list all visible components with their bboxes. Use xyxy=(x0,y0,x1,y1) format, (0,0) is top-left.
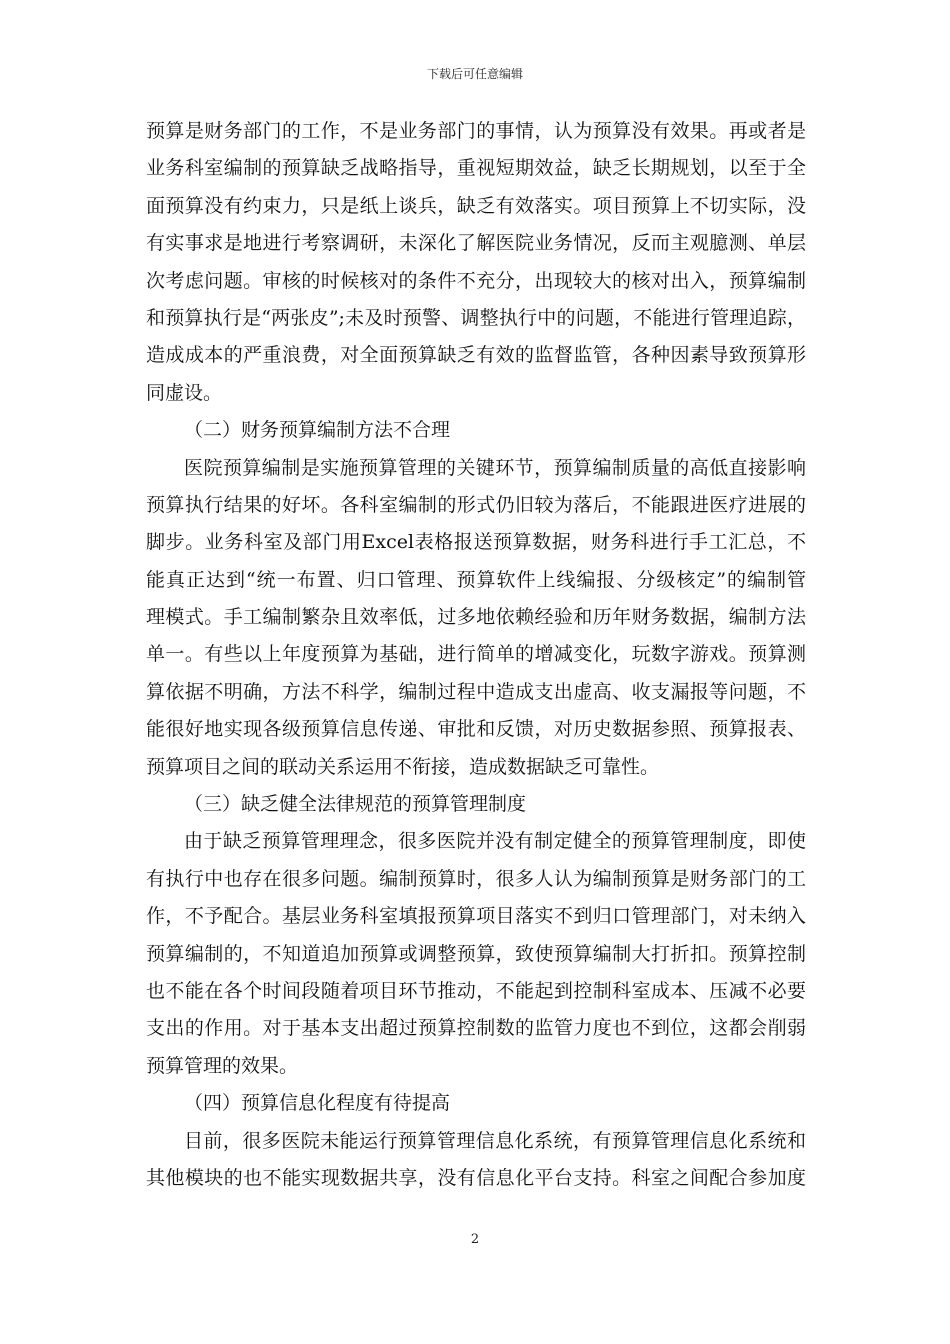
paragraph-line: 作，不予配合。基层业务科室填报预算项目落实不到归口管理部门，对未纳入 xyxy=(146,905,806,928)
paragraph-line: 有执行中也存在很多问题。编制预算时，很多人认为编制预算是财务部门的工 xyxy=(146,867,806,890)
paragraph-line: 由于缺乏预算管理理念，很多医院并没有制定健全的预算管理制度，即使 xyxy=(184,830,806,853)
paragraph-line: 次考虑问题。审核的时候核对的条件不充分，出现较大的核对出入，预算编制 xyxy=(146,269,806,292)
paragraph-line: 能很好地实现各级预算信息传递、审批和反馈，对历史数据参照、预算报表、 xyxy=(146,718,806,741)
section-heading: （四）预算信息化程度有待提高 xyxy=(184,1092,451,1115)
paragraph-line: 医院预算编制是实施预算管理的关键环节，预算编制质量的高低直接影响 xyxy=(184,456,806,479)
paragraph-line: 预算管理的效果。 xyxy=(146,1054,299,1077)
paragraph-line: 预算编制的，不知道追加预算或调整预算，致使预算编制大打折扣。预算控制 xyxy=(146,942,806,965)
paragraph-line: 业务科室编制的预算缺乏战略指导，重视短期效益，缺乏长期规划，以至于全 xyxy=(146,157,806,180)
paragraph-line: 能真正达到“统一布置、归口管理、预算软件上线编报、分级核定”的编制管 xyxy=(146,568,806,591)
section-heading: （三）缺乏健全法律规范的预算管理制度 xyxy=(184,793,527,816)
paragraph-line: 目前，很多医院未能运行预算管理信息化系统，有预算管理信息化系统和 xyxy=(184,1129,806,1152)
paragraph-line: 也不能在各个时间段随着项目环节推动，不能起到控制科室成本、压减不必要 xyxy=(146,979,806,1002)
paragraph-line: 同虚设。 xyxy=(146,381,223,404)
paragraph-line: 其他模块的也不能实现数据共享，没有信息化平台支持。科室之间配合参加度 xyxy=(146,1166,806,1189)
paragraph-line: 有实事求是地进行考察调研，未深化了解医院业务情况，反而主观臆测、单层 xyxy=(146,232,806,255)
paragraph-line: 预算是财务部门的工作，不是业务部门的事情，认为预算没有效果。再或者是 xyxy=(146,120,806,142)
section-heading: （二）财务预算编制方法不合理 xyxy=(184,419,451,442)
paragraph-line: 算依据不明确，方法不科学，编制过程中造成支出虚高、收支漏报等问题，不 xyxy=(146,680,806,703)
paragraph-line: 预算执行结果的好坏。各科室编制的形式仍旧较为落后，不能跟进医疗进展的 xyxy=(146,493,806,516)
paragraph-line: 造成成本的严重浪费，对全面预算缺乏有效的监督监管，各种因素导致预算形 xyxy=(146,344,806,367)
paragraph-line: 脚步。业务科室及部门用Excel表格报送预算数据，财务科进行手工汇总，不 xyxy=(146,531,806,554)
paragraph-line: 支出的作用。对于基本支出超过预算控制数的监管力度也不到位，这都会削弱 xyxy=(146,1017,806,1040)
paragraph-line: 和预算执行是“两张皮”;未及时预警、调整执行中的问题，不能进行管理追踪， xyxy=(146,306,806,329)
document-body xyxy=(146,113,806,1197)
page-header: 下载后可任意编辑 xyxy=(426,67,523,81)
paragraph-line: 理模式。手工编制繁杂且效率低，过多地依赖经验和历年财务数据，编制方法 xyxy=(146,606,806,629)
paragraph-line: 面预算没有约束力，只是纸上谈兵，缺乏有效落实。项目预算上不切实际，没 xyxy=(146,194,806,217)
page-number: 2 xyxy=(470,1232,480,1247)
paragraph-line: 单一。有些以上年度预算为基础，进行简单的增减变化，玩数字游戏。预算测 xyxy=(146,643,806,666)
paragraph-line: 预算项目之间的联动关系运用不衔接，造成数据缺乏可靠性。 xyxy=(146,755,660,778)
